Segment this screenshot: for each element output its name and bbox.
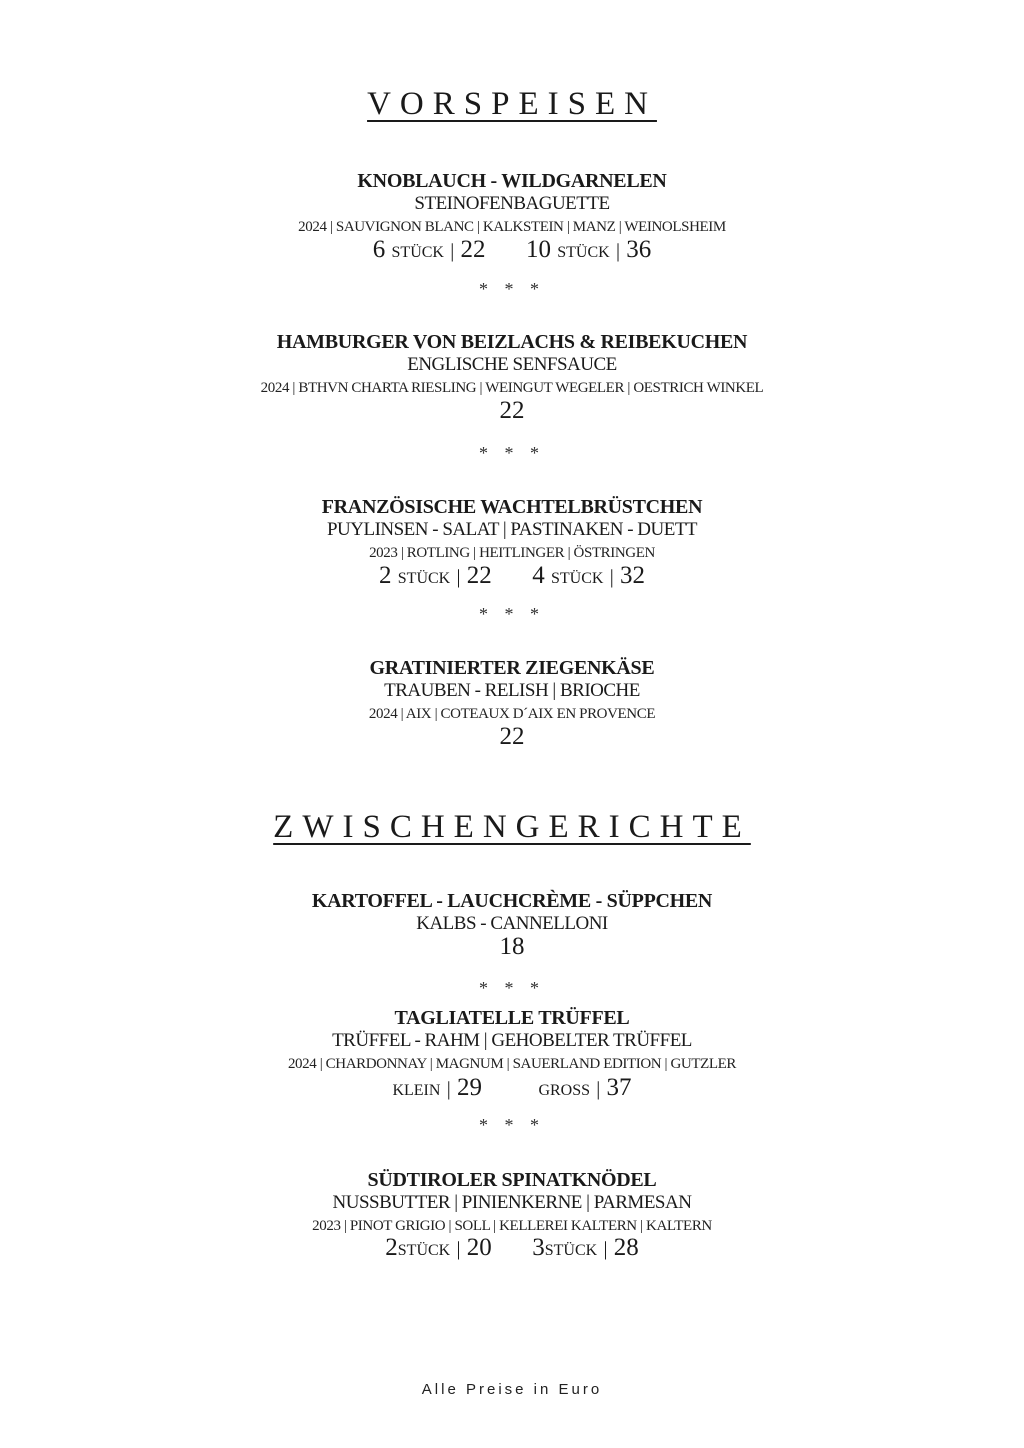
price: 22 bbox=[460, 236, 486, 263]
price-line bbox=[0, 1234, 1024, 1262]
separator-stars: * * * bbox=[479, 279, 545, 299]
wine-pairing: 2024 | SAUVIGNON BLANC | KALKSTEIN | MANZ | WEINOLSHEIM bbox=[298, 219, 726, 235]
unit: KLEIN bbox=[392, 1082, 441, 1099]
dish-name: KARTOFFEL - LAUCHCRÈME - SÜPPCHEN bbox=[311, 890, 713, 912]
price-line bbox=[0, 562, 1024, 590]
separator-stars: * * * bbox=[479, 443, 545, 463]
dish-name: FRANZÖSISCHE WACHTELBRÜSTCHEN bbox=[321, 496, 703, 518]
price-line bbox=[0, 236, 1024, 264]
price-separator: | bbox=[603, 1238, 608, 1260]
dish-name: KNOBLAUCH - WILDGARNELEN bbox=[357, 170, 667, 192]
dish-description: TRAUBEN - RELISH | BRIOCHE bbox=[384, 680, 640, 701]
separator-stars: * * * bbox=[479, 1115, 545, 1135]
section-title-zwischengerichte: ZWISCHENGERICHTE bbox=[273, 809, 751, 845]
price: 32 bbox=[619, 562, 645, 589]
unit: STÜCK bbox=[397, 570, 451, 587]
footer-note: Alle Preise in Euro bbox=[421, 1381, 603, 1398]
price-separator: | bbox=[450, 240, 455, 262]
dish-name: GRATINIERTER ZIEGENKÄSE bbox=[369, 657, 655, 679]
dish-name: SÜDTIROLER SPINATKNÖDEL bbox=[367, 1169, 657, 1191]
quantity: 6 bbox=[372, 236, 386, 263]
unit: STÜCK bbox=[557, 244, 610, 261]
price-separator: | bbox=[446, 1078, 451, 1100]
price-separator: | bbox=[609, 566, 614, 588]
unit: STÜCK bbox=[391, 244, 444, 261]
dish-description: ENGLISCHE SENFSAUCE bbox=[407, 354, 617, 375]
price-separator: | bbox=[615, 240, 620, 262]
dish-description: TRÜFFEL - RAHM | GEHOBELTER TRÜFFEL bbox=[332, 1030, 692, 1051]
separator-stars: * * * bbox=[479, 978, 545, 998]
quantity: 10 bbox=[526, 236, 551, 263]
dish-description: KALBS - CANNELLONI bbox=[416, 913, 608, 934]
wine-pairing: 2024 | BTHVN CHARTA RIESLING | WEINGUT WEGELER | OESTRICH WINKEL bbox=[260, 380, 764, 396]
unit: GROSS bbox=[538, 1082, 591, 1099]
price: 37 bbox=[606, 1074, 632, 1101]
price-line bbox=[0, 1074, 1024, 1102]
quantity: 2 bbox=[379, 562, 392, 589]
price: 36 bbox=[626, 236, 652, 263]
dish-description: PUYLINSEN - SALAT | PASTINAKEN - DUETT bbox=[326, 519, 698, 540]
dish-description: STEINOFENBAGUETTE bbox=[414, 193, 610, 214]
quantity: 2 bbox=[385, 1234, 398, 1261]
separator-stars: * * * bbox=[479, 604, 545, 624]
wine-pairing: 2023 | ROTLING | HEITLINGER | ÖSTRINGEN bbox=[369, 545, 655, 561]
price: 20 bbox=[466, 1234, 492, 1261]
price: 22 bbox=[499, 723, 525, 750]
dish-name: HAMBURGER VON BEIZLACHS & REIBEKUCHEN bbox=[276, 331, 748, 353]
price: 28 bbox=[613, 1234, 639, 1261]
price: 22 bbox=[466, 562, 492, 589]
price-separator: | bbox=[596, 1078, 601, 1100]
dish-description: NUSSBUTTER | PINIENKERNE | PARMESAN bbox=[332, 1192, 692, 1213]
wine-pairing: 2023 | PINOT GRIGIO | SOLL | KELLEREI KALTERN | KALTERN bbox=[312, 1218, 712, 1234]
price: 22 bbox=[499, 397, 525, 424]
price-separator: | bbox=[456, 566, 461, 588]
dish-name: TAGLIATELLE TRÜFFEL bbox=[394, 1007, 630, 1029]
price: 29 bbox=[456, 1074, 482, 1101]
price-separator: | bbox=[456, 1238, 461, 1260]
unit: STÜCK bbox=[551, 570, 604, 587]
unit: STÜCK bbox=[397, 1242, 451, 1259]
wine-pairing: 2024 | AIX | COTEAUX D´AIX EN PROVENCE bbox=[368, 706, 656, 722]
section-title-vorspeisen: VORSPEISEN bbox=[367, 86, 657, 122]
unit: STÜCK bbox=[544, 1242, 598, 1259]
quantity: 3 bbox=[532, 1234, 545, 1261]
price: 18 bbox=[499, 933, 525, 960]
quantity: 4 bbox=[532, 562, 545, 589]
wine-pairing: 2024 | CHARDONNAY | MAGNUM | SAUERLAND EDITION | GUTZLER bbox=[287, 1056, 737, 1072]
